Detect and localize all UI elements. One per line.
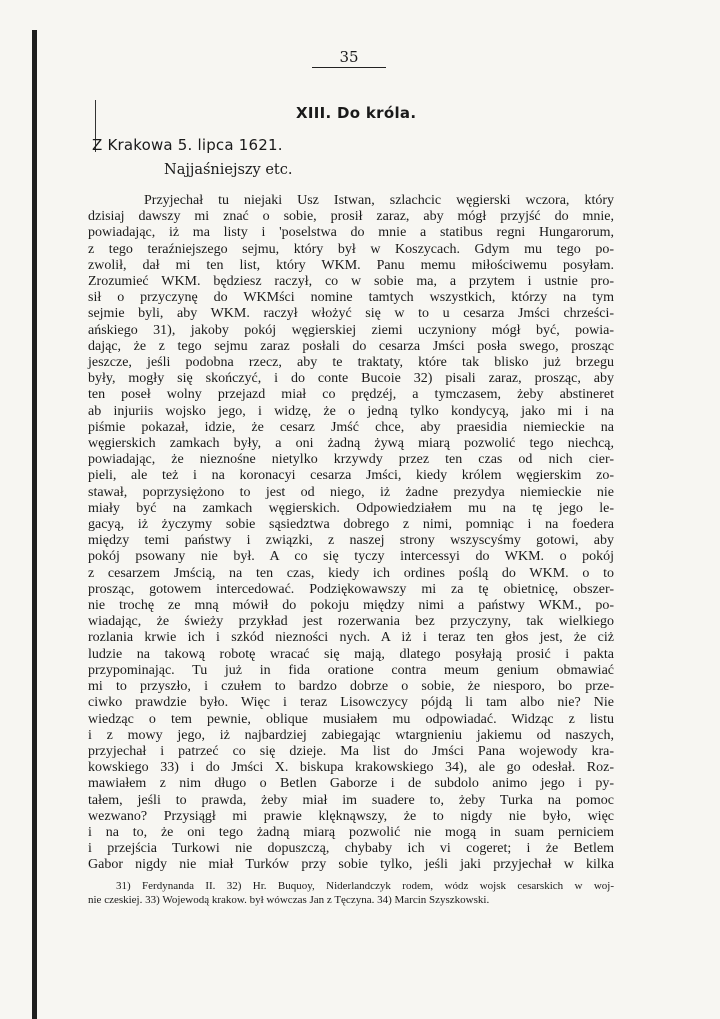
salutation: Najjaśniejszy etc. [164, 162, 293, 178]
body-line: mi to przyszło, i czułem to bardzo dobrze o sobie, że niesporo, bo prze- [88, 679, 614, 695]
body-line: piśmie pokazał, idzie, że cesarz Jmść chce, aby praesidia niemieckie na [88, 419, 614, 435]
body-line: były, mogły się skończyć, i do conte Bucoie 32) pisali zaraz, prosząc, aby [88, 371, 614, 387]
body-line: powiadając, że nieznośne nietylko krzywdy przez ten czas od nich cier- [88, 452, 614, 468]
body-line: z tego teraźniejszego sejmu, który był w Koszycach. Gdym mu tego po- [88, 241, 614, 257]
body-line: mawiałem z nim długo o Betlen Gaborze i de subdolo animo jego i py- [88, 776, 614, 792]
body-line: węgierskich zamkach były, a oni żadną żywą miarą pozwolić tego niechcą, [88, 436, 614, 452]
body-line: Gabor nigdy nie miał Turków przy sobie tylko, jeśli jaki przyjechał w kilka [88, 857, 614, 873]
binding-edge [32, 30, 37, 1019]
body-line: wezwano? Przysiągł mi prawie klęknąwszy, że to nigdy nie było, więc [88, 808, 614, 824]
body-line: pieli, ale też i na koronacyi cesarza Jmści, kiedy królem węgierskim zo- [88, 468, 614, 484]
body-line: wiadając, że świeży przykład jest rozerwania bez przyczyny, tak wielkiego [88, 614, 614, 630]
body-line: przyjechał i patrzeć co się dzieje. Ma list do Jmści Pana wojewody kra- [88, 743, 614, 759]
body-line: prosząc, gotowem intercedować. Podziękowawszy mi za tę obietnicę, obszer- [88, 581, 614, 597]
body-line: dzisiaj dawszy mi znać o sobie, prosił zaraz, aby mógł przyjść do mnie, [88, 209, 614, 225]
body-line: gacyą, iż życzymy sobie sąsiedztwa dobrego z nimi, pomniąc i na foedera [88, 517, 614, 533]
footnote-line: 31) Ferdynanda II. 32) Hr. Buquoy, Niderlandczyk rodem, wódz wojsk cesarskich w woj- [116, 880, 614, 892]
body-line: i z mowy jego, iż najbardziej zabiegając wtargnieniu jakiemu od naszych, [88, 727, 614, 743]
footnote-line: nie czeskiej. 33) Wojewodą krakow. był wówczas Jan z Tęczyna. 34) Marcin Szyszkowski. [88, 894, 490, 906]
body-line: i na to, że oni tego żadną miarą pozwolić nie mogą in suam perniciem [88, 824, 614, 840]
body-line: powiadając, iż ma listy i 'poselstwa do mnie a statibus regni Hungarorum, [88, 225, 614, 241]
body-line: stawał, poprzysiężono to jest od niego, iż żadne prezydya niemieckie nie [88, 484, 614, 500]
body-line: z cesarzem Jmścią, na ten czas, kiedy ich ordines poślą do WKM. o to [88, 565, 614, 581]
body-line: ab injuriis wojsko jego, i widzę, że o jedną tylko kondycyą, jako mi i na [88, 403, 614, 419]
body-line: miały być na zamkach węgierskich. Odpowiedziałem mu na tę jego le- [88, 500, 614, 516]
body-line: wiedząc o tem pewnie, oblique musiałem mu odpowiadać. Widząc z listu [88, 711, 614, 727]
place-date-line: Z Krakowa 5. lipca 1621. [92, 136, 283, 154]
body-line: ciwko prawdzie było. Więc i teraz Lisowczycy pójdą li tam albo nie? Nie [88, 695, 614, 711]
page-number: 35 [312, 48, 386, 68]
letter-body [88, 193, 614, 874]
body-line: pokój psowany nie był. A co się tyczy intercessyi do WKM. o pokój [88, 549, 614, 565]
body-line: ten poseł wolny przejazd miał co prędzéj, a tymczasem, żeby abstineret [88, 387, 614, 403]
body-line: tałem, jeśli to prawda, żeby miał im suadere to, żeby Turka na pomoc [88, 792, 614, 808]
body-line: dając, że z tego sejmu zaraz posłali do cesarza Jmści posła swego, prosząc [88, 338, 614, 354]
body-line: sejmie byli, aby WKM. raczył włożyć się w to u cesarza Jmści chrześci- [88, 306, 614, 322]
body-line: nie trochę ze mną mówił do pokoju między nimi a państwy WKM., po- [88, 598, 614, 614]
body-line: i przejścia Turkowi nie dopuszczą, chybaby ich vi cogeret; i że Betlem [88, 841, 614, 857]
body-line: sił o przyczynę do WKMści nomine tamtych wszystkich, którzy na tym [88, 290, 614, 306]
body-line: zwolił, dał mi ten list, który WKM. Panu memu miłościwemu posyłam. [88, 257, 614, 273]
body-line: ludzie na takową robotę wracać się mają, dlatego posyłają prosić i pakta [88, 646, 614, 662]
body-line: przypominając. Tu już in fida oratione contra meum genium obmawiać [88, 662, 614, 678]
body-line: jeszcze, jeśli podobna rzecz, aby te traktaty, które tak blisko już brzegu [88, 355, 614, 371]
body-line: rozlania krwie ich i szkód niezności nych. A iż i teraz ten głos jest, że ciż [88, 630, 614, 646]
chapter-title: XIII. Do króla. [296, 104, 417, 122]
body-line: kowskiego 33) i do Jmści X. biskupa krakowskiego 34), ale go odesłał. Roz- [88, 760, 614, 776]
footnotes [88, 879, 614, 907]
body-line: między temi państwy i związki, z naszej strony wszyscyśmy gotowi, aby [88, 533, 614, 549]
body-line: ańskiego 31), jakoby pokój węgierskiej ziemi uczyniony mógł być, powia- [88, 322, 614, 338]
body-line: Przyjechał tu niejaki Usz Istwan, szlachcic węgierski wczora, który [144, 193, 614, 208]
body-line: Zrozumieć WKM. będziesz raczył, co w sobie ma, a przytem i ustnie pro- [88, 274, 614, 290]
